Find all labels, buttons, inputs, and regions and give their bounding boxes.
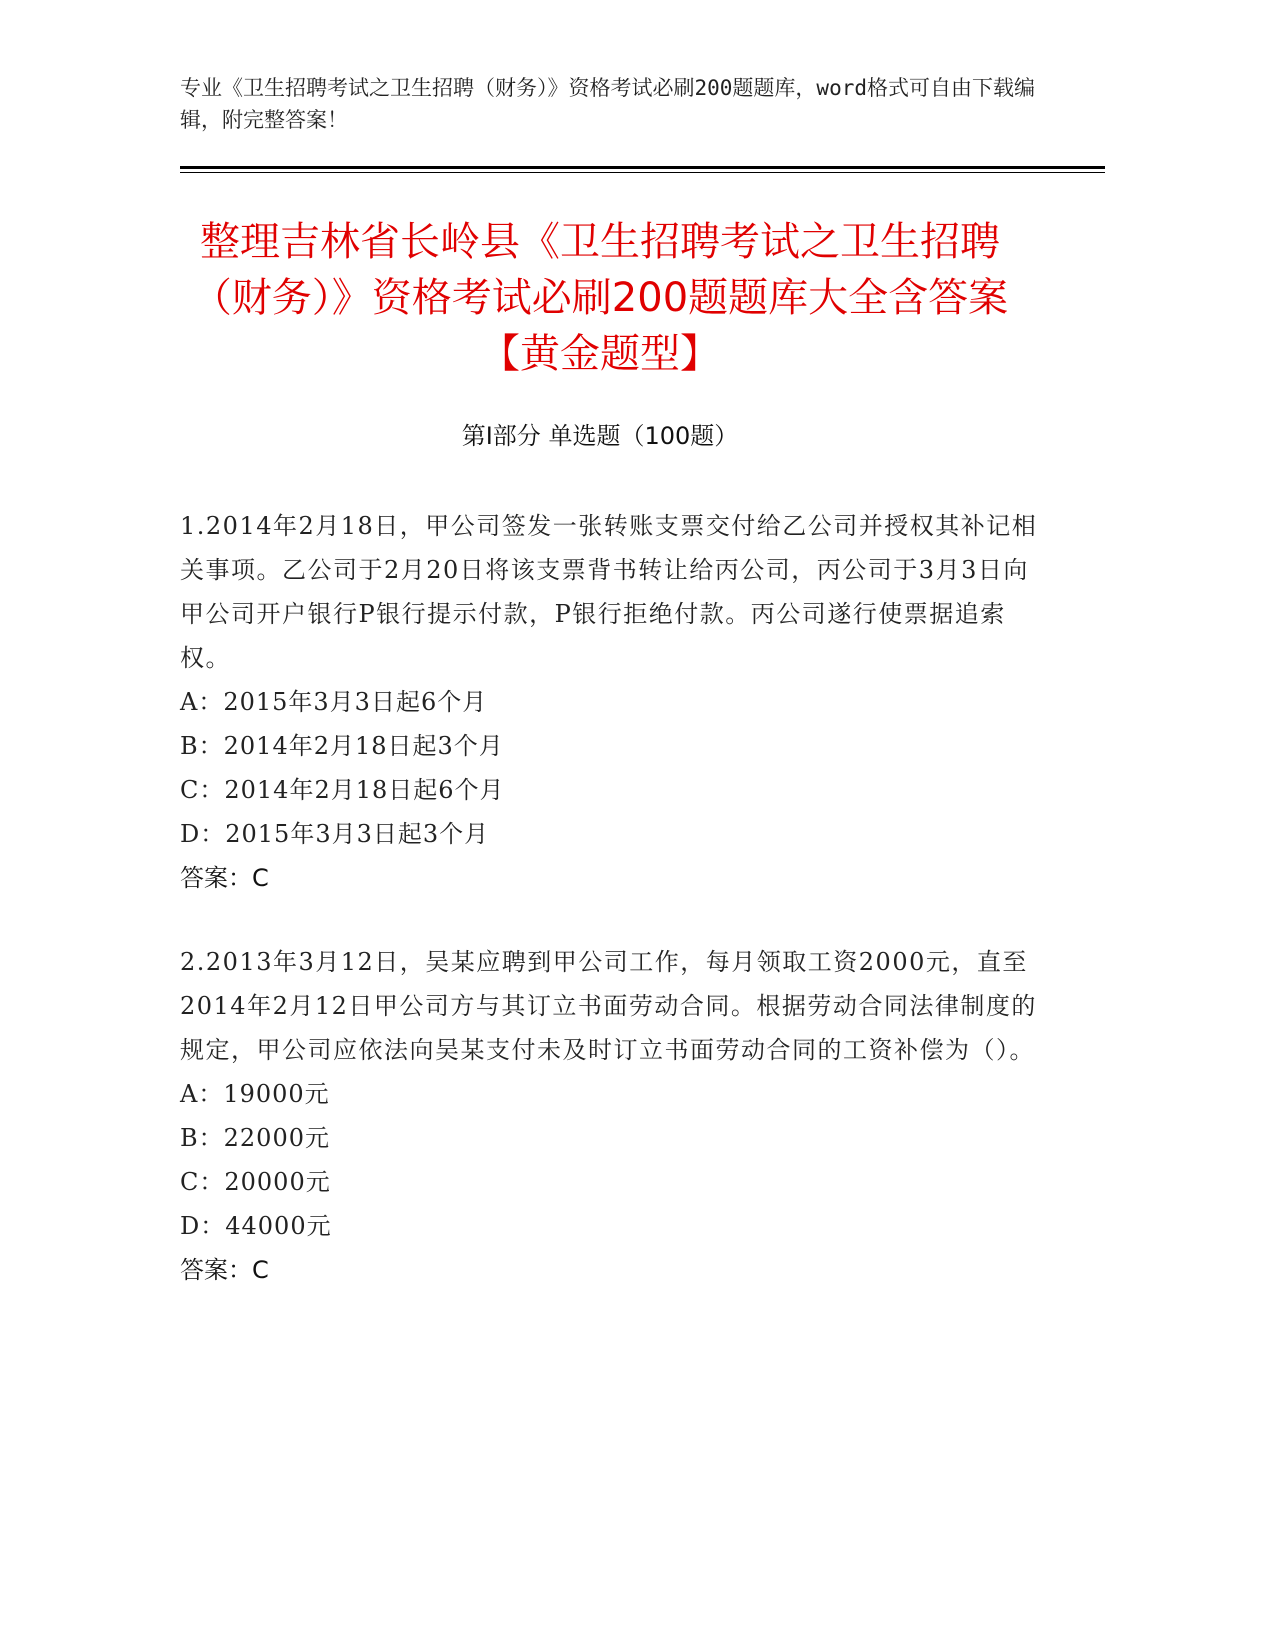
question-stem: 2.2013年3月12日，吴某应聘到甲公司工作，每月领取工资2000元，直至2014年2月12日甲公司方与其订立书面劳动合同。根据劳动合同法律制度的规定，甲公司应依法向吴某支付未及时订立书面劳动合同的工资补偿为（）。 bbox=[180, 948, 1037, 1064]
header-divider-thick bbox=[180, 166, 1105, 169]
header-note: 专业《卫生招聘考试之卫生招聘（财务）》资格考试必刷200题题库，word格式可自由下载编辑，附完整答案！ bbox=[180, 76, 1035, 132]
option-c: C：2014年2月18日起6个月 bbox=[180, 776, 505, 804]
question-stem: 1.2014年2月18日，甲公司签发一张转账支票交付给乙公司并授权其补记相关事项。乙公司于2月20日将该支票背书转让给丙公司，丙公司于3月3日向甲公司开户银行P银行提示付款，P银行拒绝付款。丙公司遂行使票据追索权。 bbox=[180, 512, 1038, 672]
option-b: B：2014年2月18日起3个月 bbox=[180, 732, 504, 760]
answer-line: 答案：C bbox=[180, 864, 269, 892]
option-d: D：44000元 bbox=[180, 1212, 332, 1240]
header-divider-thin bbox=[180, 172, 1105, 173]
question-2 bbox=[180, 940, 1040, 1292]
option-a: A：2015年3月3日起6个月 bbox=[180, 688, 488, 716]
option-d: D：2015年3月3日起3个月 bbox=[180, 820, 490, 848]
answer-line: 答案：C bbox=[180, 1256, 269, 1284]
document-title: 整理吉林省长岭县《卫生招聘考试之卫生招聘（财务）》资格考试必刷200题题库大全含答案【黄金题型】 bbox=[191, 219, 1009, 377]
option-c: C：20000元 bbox=[180, 1168, 331, 1196]
option-b: B：22000元 bbox=[180, 1124, 330, 1152]
question-1 bbox=[180, 504, 1040, 900]
section-heading: 第I部分 单选题（100题） bbox=[461, 422, 739, 450]
option-a: A：19000元 bbox=[180, 1080, 330, 1108]
